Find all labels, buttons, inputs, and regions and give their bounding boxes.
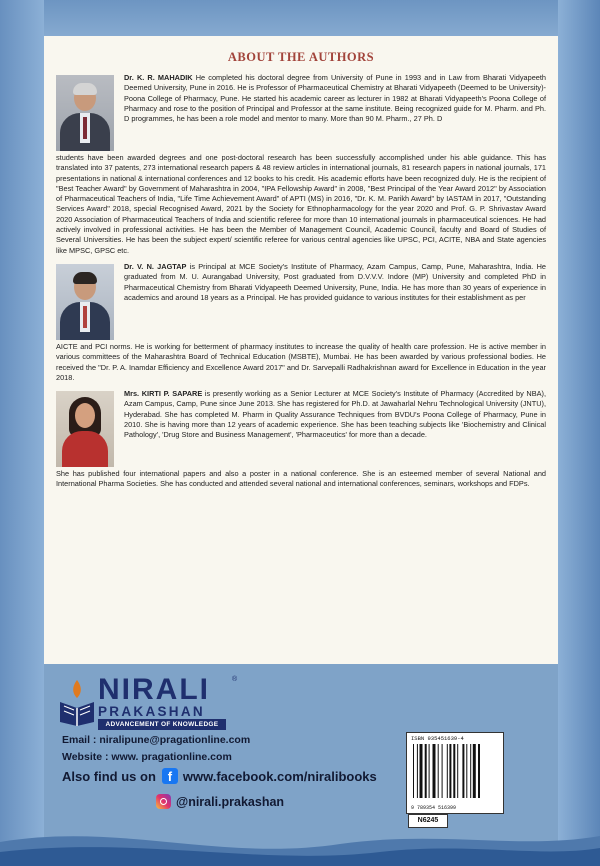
author-bio-text: He completed his doctoral degree from University of Pune in 1993 and in Law from Bharati Vidyapeeth Deemed University, Pune in 2016. He is Professor of Pharmaceutical Chemistry at Bharati Vidyapeeth (Deemed to be University)- Poona College of Pharmacy, Pune. He started his academic career as lecturer in 1982 at Bharati Vidyapeeth's Poona College of Pharmacy and rose to the position of Principal and Professor at the same institute. Being recognized guide for M. Pharm. and Ph. D programmes, he has been a role model and mentor to many. More than 90 M. Pharm., 27 Ph. D	[124, 73, 547, 124]
publisher-tagline: ADVANCEMENT OF KNOWLEDGE	[98, 719, 226, 730]
cover-frame-left	[0, 0, 44, 866]
publisher-section	[44, 664, 558, 866]
facebook-link[interactable]: www.facebook.com/niralibooks	[182, 768, 377, 784]
author-bio-intro	[124, 262, 546, 303]
barcode-bars	[413, 744, 499, 798]
author-name: Mrs. KIRTI P. SAPARE	[124, 389, 203, 399]
instagram-icon	[156, 794, 171, 809]
also-find-label: Also find us on	[62, 768, 156, 784]
author-bio-continued: students have been awarded degrees and one post-doctoral research has been successfully accomplished under his able guidance. This has translated into 37 patents, 273 international research papers & 48 review articles in international journals, 81 research papers in national journals, 171 presentations in national & international conferences and 12 books to his credit. His academic efforts have been recognized duly. He is the recipient of "Best Teacher Award" by Government of Maharashtra in 2004, "IPA Fellowship Award" in 2008, "Best Principal of the Year Award 2012" by Association of Pharmaceutical Teachers of India, "Life Time Achievement Award" of APTI (MS) in 2016, "Dr. K. M. Parikh Award" by IASTAM in 2017, "Outstanding Services Award" 2018, special Recognised Award, 2021 by the Society for Ethnopharmacology for the year 2020 and Prof. G. P. Shrivastav Award 2020 Association of Pharmaceutical Teachers of India and scientific referee for more than 10 international journals in pharmaceutical sciences. He had actively involved in professional activities. He has been the Member of Management Council, Academic Council, faculty and Board of Studies of Several Universities. He has been the subject expert/ scientific referee for various central agencies like UPSC, PCI, ACITE, NBA and State agencies like MPSC, GPSC etc.	[56, 153, 546, 255]
barcode-digits: 9 789354 516399	[411, 805, 457, 811]
author-photo-sapare	[56, 391, 114, 467]
isbn-text: ISBN 935451639-4	[411, 735, 464, 742]
author-block-mahadik	[56, 73, 546, 256]
section-title: ABOUT THE AUTHORS	[227, 50, 375, 64]
author-block-jagtap	[56, 262, 546, 383]
author-bio-text: is presently working as a Senior Lecturer at MCE Society's Institute of Pharmacy (Accredited by NBA), Azam Campus, Camp, Pune since June 2013. She has registered for Ph.D. at Jawaharlal Nehru Technological University (JNTU), Hyderabad. She has completed M. Pharm in Quality Assurance Techniques from BVDU's Poona College of Pharmacy, Pune in 2010. She is having more than 12 years of academic experience. She has been teaching subjects like 'Biochemistry and Clinical Pathology', 'Drug Store and Business Management', 'Pharmaceutics' for more than a decade.	[124, 389, 546, 440]
author-bio-intro	[124, 389, 546, 440]
author-name: Dr. V. N. JAGTAP	[124, 261, 187, 271]
author-name: Dr. K. R. MAHADIK	[124, 73, 193, 82]
publisher-name: NIRALI	[98, 673, 210, 706]
facebook-icon: f	[162, 768, 178, 784]
social-instagram-line	[156, 794, 284, 809]
email-text[interactable]: Email : niralipune@pragationline.com	[62, 734, 251, 746]
isbn-barcode	[406, 732, 504, 814]
publisher-logo	[58, 674, 238, 732]
decorative-wave	[0, 822, 600, 866]
publisher-subname: PRAKASHAN	[98, 704, 205, 719]
author-bio-text: is Principal at MCE Society's Institute of Pharmacy, Azam Campus, Camp, Pune, Maharashtra, India. He graduated from M. U. Aurangabad University, Post graduated from D.V.V.V. Indore (MP) University and completed PhD in Pharmaceutical Chemistry from Bharati Vidyapeeth Deemed University, Pune, India. He has more than 30 years of experience in academics and around 18 years as a Principal. He has provided guidance to various institutes for their establishment as per	[124, 261, 546, 302]
author-bio-continued: AICTE and PCI norms. He is working for betterment of pharmacy institutes to increase the quality of health care profession. He is active member in various committees of the Maharashtra Board of Technical Education (MSBTE), Mumbai. He has been awarded by various professional bodies. He received the "Dr. P. A. Inamdar Efficiency and Excellence Award 2017" and Dr. Sarvepalli Radhakrishnan award for Excellence in Education in the year 2018.	[56, 341, 546, 382]
author-block-sapare	[56, 389, 546, 490]
social-facebook-line	[62, 768, 377, 784]
cover-frame-right	[558, 0, 600, 866]
authors-panel	[44, 36, 558, 664]
registered-mark: ®	[232, 676, 238, 683]
book-code: N6245	[408, 814, 448, 828]
author-photo-jagtap	[56, 264, 114, 340]
author-photo-mahadik	[56, 75, 114, 151]
instagram-handle[interactable]: @nirali.prakashan	[176, 794, 285, 809]
author-bio-continued: She has published four international papers and also a poster in a national conference. She is an esteemed member of several National and International Pharma Societies. She has conducted and attended several national and international conferences, seminars, workshops and FDPs.	[56, 469, 546, 489]
author-bio-intro	[124, 73, 546, 124]
book-flame-icon	[58, 676, 96, 726]
cover-frame-top	[0, 0, 600, 36]
website-text[interactable]: Website : www. pragationline.com	[62, 751, 232, 763]
